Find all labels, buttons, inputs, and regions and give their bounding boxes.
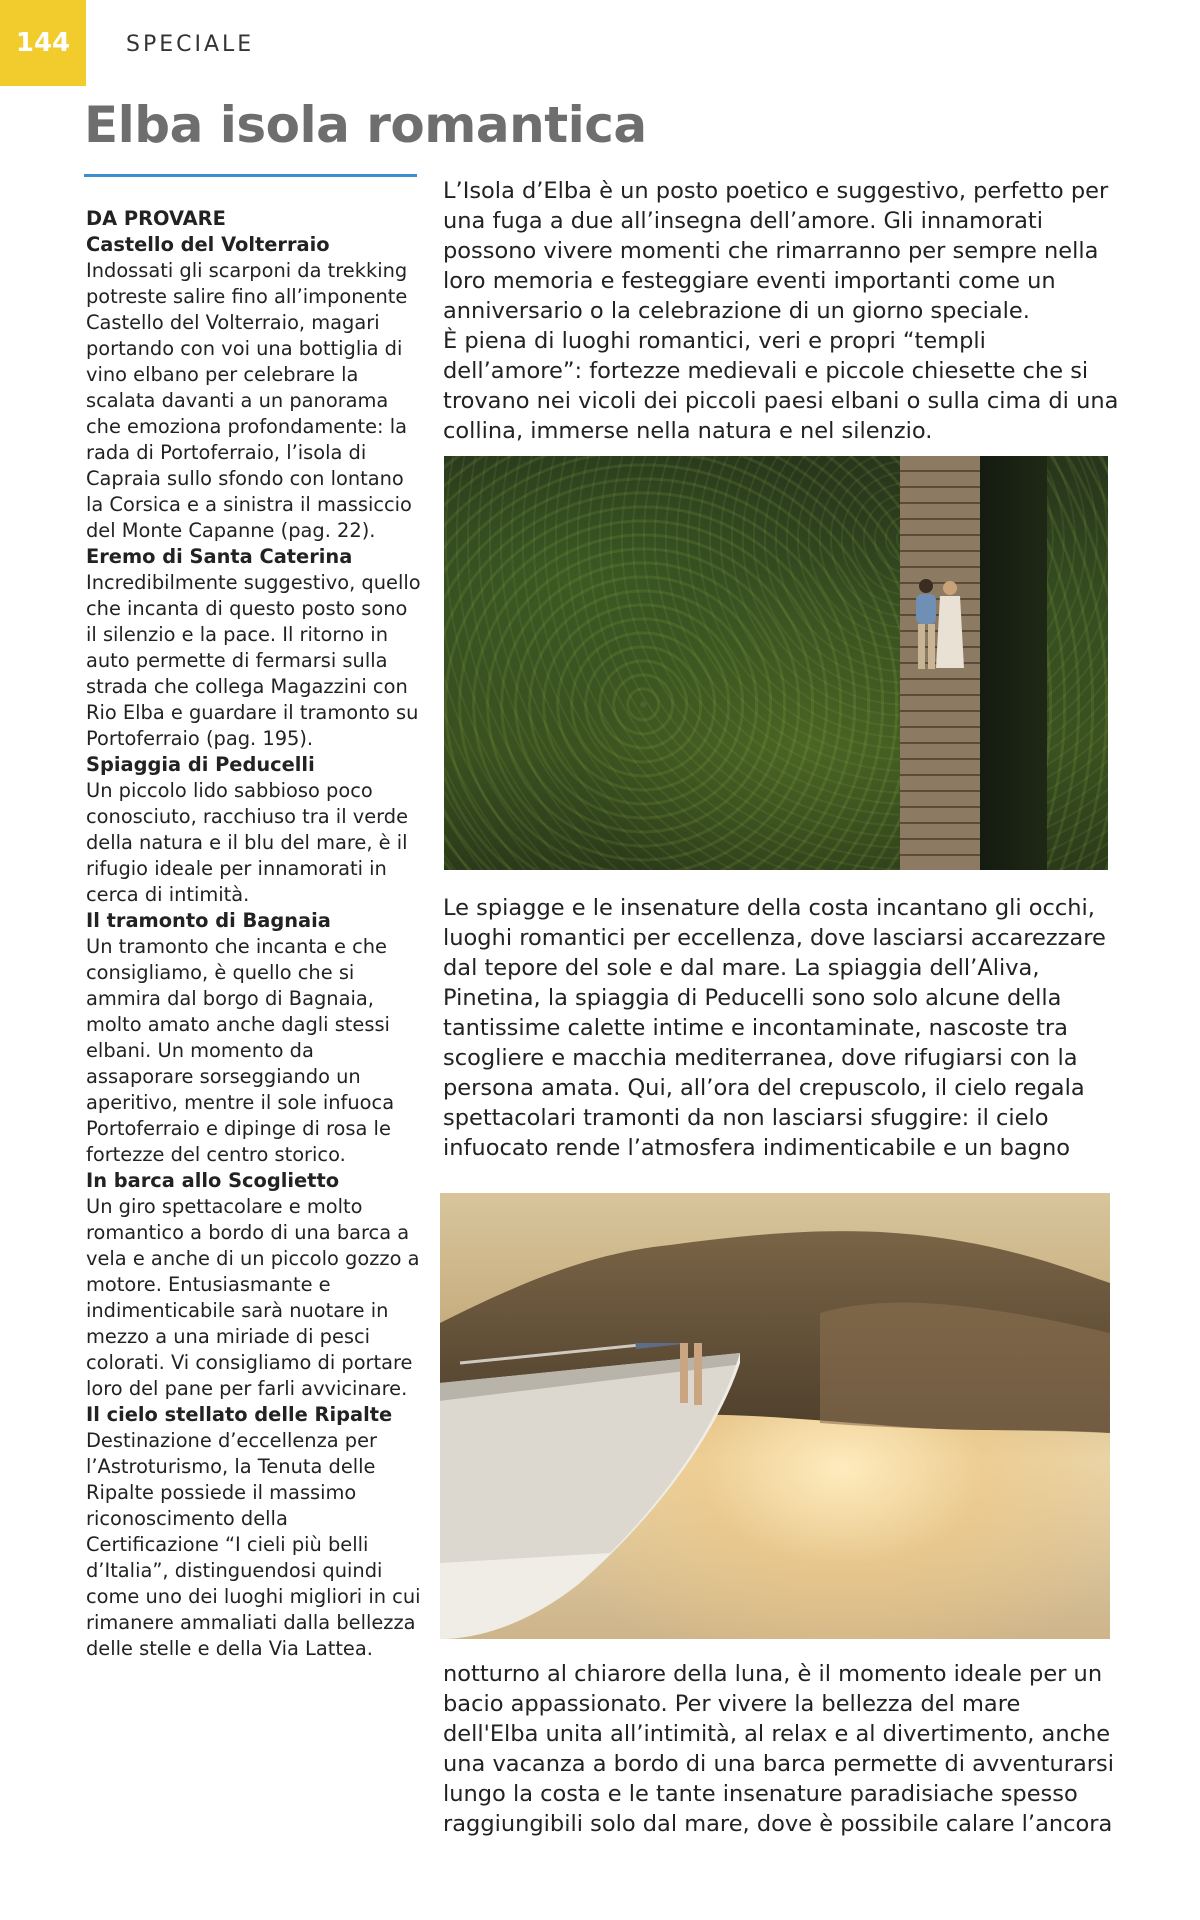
sidebar-item-title: Eremo di Santa Caterina xyxy=(86,545,353,568)
couple-lying-figure xyxy=(906,576,972,680)
sidebar-da-provare xyxy=(86,206,422,1662)
main-paragraph-beaches xyxy=(443,893,1119,1163)
sidebar-item-text: Incredibilmente suggestivo, quello che incanta di questo posto sono il silenzio e la pace. Il ritorno in auto permette di fermarsi sulla strada che collega Magazzini con Rio Elba e guardare il tramonto su Portoferraio (pag. 195). xyxy=(86,571,421,750)
boat-bow xyxy=(440,1343,800,1639)
sidebar-item-title: Il tramonto di Bagnaia xyxy=(86,909,331,932)
sidebar-item-title: Il cielo stellato delle Ripalte xyxy=(86,1403,393,1426)
page-number: 144 xyxy=(15,28,71,58)
sidebar-item-text: Indossati gli scarponi da trekking potreste salire fino all’imponente Castello del Volterraio, magari portando con voi una bottiglia di vino elbano per celebrare la scalata davanti a un panorama che emoziona profondamente: la rada di Portoferraio, l’isola di Capraia sullo sfondo con lontano la Corsica e a sinistra il massiccio del Monte Capanne (pag. 22). xyxy=(86,259,412,542)
main-paragraph: Le spiagge e le insenature della costa incantano gli occhi, luoghi romantici per eccellenza, dove lasciarsi accarezzare dal tepore del sole e dal mare. La spiaggia dell’Aliva, Pinetina, la spiaggia di Peducelli sono solo alcune della tantissime calette intime e incontaminate, nascoste tra scogliere e macchia mediterranea, dove rifugiarsi con la persona amata. Qui, all’ora del crepuscolo, il cielo regala spettacolari tramonti da non lasciarsi sfuggire: il cielo infuocato rende l’atmosfera indimenticabile e un bagno xyxy=(443,895,1106,1161)
main-paragraph: notturno al chiarore della luna, è il momento ideale per un bacio appassionato. Per vivere la bellezza del mare dell'Elba unita all’intimità, al relax e al divertimento, anche una vacanza a bordo di una barca permette di avventurarsi lungo la costa e le tante insenature paradisiache spesso raggiungibili solo dal mare, dove è possibile calare l’ancora xyxy=(443,1661,1114,1837)
main-paragraph: È piena di luoghi romantici, veri e propri “templi dell’amore”: fortezze medievali e piccole chiesette che si trovano nei vicoli dei piccoli paesi elbani o sulla cima di una collina, immerse nella natura e nel silenzio. xyxy=(443,328,1119,444)
sidebar-item-text: Destinazione d’eccellenza per l’Astroturismo, la Tenuta delle Ripalte possiede il massimo riconoscimento della Certificazione “I cieli più belli d’Italia”, distinguendosi quindi come uno dei luoghi migliori in cui rimanere ammaliati dalla bellezza delle stelle e della Via Lattea. xyxy=(86,1429,421,1660)
section-label: SPECIALE xyxy=(126,32,255,57)
main-paragraph: L’Isola d’Elba è un posto poetico e suggestivo, perfetto per una fuga a due all’insegna dell’amore. Gli innamorati possono vivere momenti che rimarranno per sempre nella loro memoria e festeggiare eventi importanti come un anniversario o la celebrazione di un giorno speciale. xyxy=(443,178,1109,324)
main-paragraph-intro xyxy=(443,176,1119,446)
sidebar-item-text: Un piccolo lido sabbioso poco conosciuto, racchiuso tra il verde della natura e il blu del mare, è il rifugio ideale per innamorati in cerca di intimità. xyxy=(86,779,409,906)
photo-couple-on-dock xyxy=(444,456,1108,870)
sidebar-item-title: Spiaggia di Peducelli xyxy=(86,753,315,776)
sidebar-heading: DA PROVARE xyxy=(86,207,226,230)
sidebar-item-text: Un tramonto che incanta e che consigliamo, è quello che si ammira dal borgo di Bagnaia, molto amato anche dagli stessi elbani. Un momento da assaporare sorseggiando un aperitivo, mentre il sole infuoca Portoferraio e dipinge di rosa le fortezze del centro storico. xyxy=(86,935,395,1166)
dock-shadow xyxy=(977,456,1047,870)
main-paragraph-boat xyxy=(443,1659,1119,1839)
page-number-box xyxy=(0,0,86,86)
sidebar-item-text: Un giro spettacolare e molto romantico a bordo di una barca a vela e anche di un piccolo gozzo a motore. Entusiasmante e indimenticabile sarà nuotare in mezzo a una miriade di pesci colorati. Vi consigliamo di portare loro del pane per farli avvicinare. xyxy=(86,1195,420,1400)
title-rule xyxy=(84,174,417,177)
sidebar-item-title: In barca allo Scoglietto xyxy=(86,1169,340,1192)
page-title: Elba isola romantica xyxy=(84,96,647,154)
sidebar-item-title: Castello del Volterraio xyxy=(86,233,330,256)
photo-couple-on-boat xyxy=(440,1193,1110,1639)
